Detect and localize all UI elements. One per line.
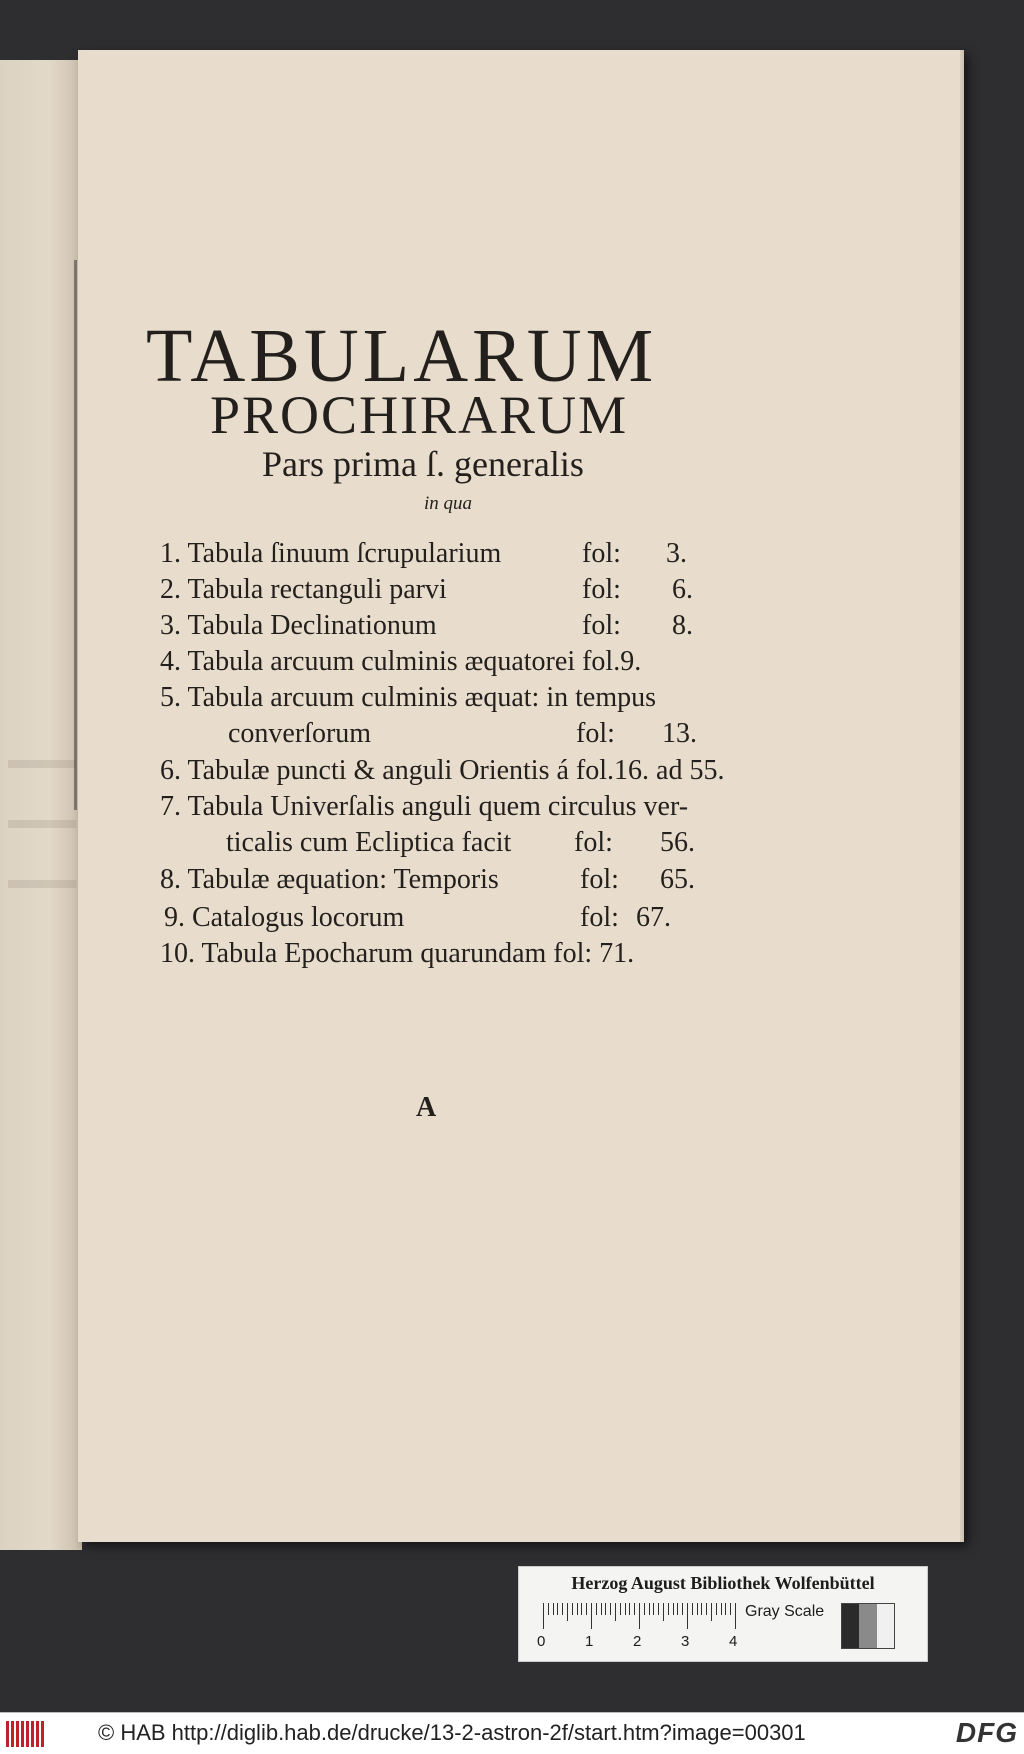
ruler-tick xyxy=(706,1603,707,1615)
toc-entry-3-fol: fol: xyxy=(582,610,621,641)
toc-entry-5-page: 13. xyxy=(662,718,697,749)
ruler-tick xyxy=(577,1603,578,1615)
ruler-tick xyxy=(658,1603,659,1615)
ruler-tick xyxy=(653,1603,654,1615)
toc-entry-3-title: 3. Tabula Declinationum xyxy=(160,610,437,641)
ruler-tick xyxy=(649,1603,650,1615)
ruler-tick xyxy=(562,1603,563,1615)
ruler-tick xyxy=(692,1603,693,1615)
ruler-tick xyxy=(557,1603,558,1615)
ruler-tick xyxy=(701,1603,702,1615)
ruler-tick xyxy=(586,1603,587,1615)
toc-entry-9-fol: fol: xyxy=(580,902,619,933)
toc-entry-1-fol: fol: xyxy=(582,538,621,569)
toc-entry-2-title: 2. Tabula rectanguli parvi xyxy=(160,574,447,605)
toc-entry-10: 10. Tabula Epocharum quarundam fol: 71. xyxy=(160,938,635,969)
toc-entry-2-page: 6. xyxy=(672,574,693,605)
title-line-2: PROCHIRARUM xyxy=(210,385,629,445)
ruler-tick xyxy=(591,1603,592,1629)
toc-entry-8-page: 65. xyxy=(660,864,695,895)
ruler-numbers xyxy=(537,1633,777,1651)
gray-scale-swatch xyxy=(841,1603,895,1649)
gray-scale-label: Gray Scale xyxy=(745,1603,825,1620)
dfg-logo: DFG xyxy=(955,1717,1018,1748)
ruler-tick xyxy=(697,1603,698,1615)
ruler-number: 3 xyxy=(681,1633,690,1650)
ruler-tick xyxy=(620,1603,621,1615)
gray-swatch-dark xyxy=(842,1604,859,1648)
toc-entry-1-title: 1. Tabula ſinuum ſcrupularium xyxy=(160,538,502,569)
ruler-number: 2 xyxy=(633,1633,642,1650)
toc-entry-4: 4. Tabula arcuum culminis æquatorei fol.9. xyxy=(160,646,642,677)
ruler-tick xyxy=(673,1603,674,1615)
ruler-tick xyxy=(581,1603,582,1615)
ruler-tick xyxy=(625,1603,626,1615)
ruler-tick xyxy=(629,1603,630,1615)
ruler-tick xyxy=(567,1603,568,1621)
bleed-through-mark xyxy=(8,820,76,828)
ruler-tick xyxy=(716,1603,717,1615)
ruler-tick xyxy=(553,1603,554,1615)
ruler-tick xyxy=(677,1603,678,1615)
title-line-1: TABULARUM xyxy=(146,314,658,398)
toc-entry-7-fol: fol: xyxy=(574,827,613,858)
ruler-number: 0 xyxy=(537,1633,546,1650)
ruler-tick xyxy=(634,1603,635,1615)
toc-entry-6: 6. Tabulæ puncti & anguli Orientis á fol.16. ad 55. xyxy=(160,755,725,786)
toc-entry-8-title: 8. Tabulæ æquation: Temporis xyxy=(160,864,499,895)
ruler-tick xyxy=(596,1603,597,1615)
previous-page-edge xyxy=(0,60,82,1550)
toc-entry-7-page: 56. xyxy=(660,827,695,858)
bleed-through-mark xyxy=(8,880,76,888)
footer-url[interactable]: © HAB http://diglib.hab.de/drucke/13-2-astron-2f/start.htm?image=00301 xyxy=(98,1720,806,1745)
toc-entry-5-line-2: converſorum xyxy=(228,718,372,749)
color-scale-card xyxy=(518,1566,928,1662)
ruler-tick xyxy=(735,1603,736,1629)
ruler-tick xyxy=(668,1603,669,1615)
toc-entry-7-line-2: ticalis cum Ecliptica facit xyxy=(226,827,512,858)
footer-bar xyxy=(0,1712,1024,1754)
toc-entry-1-page: 3. xyxy=(666,538,687,569)
ruler-tick xyxy=(663,1603,664,1621)
institution-name: Herzog August Bibliothek Wolfenbüttel xyxy=(571,1573,875,1593)
toc-entry-7-line-1: 7. Tabula Univerſalis anguli quem circulus ver- xyxy=(160,791,689,822)
gray-swatch-light xyxy=(877,1604,894,1648)
ruler-tick xyxy=(548,1603,549,1615)
toc-entry-8-fol: fol: xyxy=(580,864,619,895)
in-qua-caption: in qua xyxy=(424,493,473,514)
ruler-tick xyxy=(615,1603,616,1621)
toc-entry-5-line-1: 5. Tabula arcuum culminis æquat: in tempus xyxy=(160,682,657,713)
ruler-tick xyxy=(543,1603,544,1629)
toc-entry-2-fol: fol: xyxy=(582,574,621,605)
gray-swatch-mid xyxy=(859,1604,876,1648)
ruler-tick xyxy=(639,1603,640,1629)
ruler-tick xyxy=(605,1603,606,1615)
subtitle: Pars prima ſ. generalis xyxy=(262,444,584,484)
ruler-number: 4 xyxy=(729,1633,738,1650)
ruler-number: 1 xyxy=(585,1633,594,1650)
ruler-tick xyxy=(721,1603,722,1615)
ruler-tick xyxy=(730,1603,731,1615)
ruler-tick xyxy=(711,1603,712,1621)
toc-entry-5-fol: fol: xyxy=(576,718,615,749)
ruler-tick xyxy=(601,1603,602,1615)
toc-entry-3-page: 8. xyxy=(672,610,693,641)
barcode-icon xyxy=(6,1721,50,1747)
toc-entry-9-page: 67. xyxy=(636,902,671,933)
signature-mark: A xyxy=(416,1092,437,1123)
ruler-tick xyxy=(687,1603,688,1629)
ruler-tick xyxy=(682,1603,683,1615)
ruler-tick xyxy=(572,1603,573,1615)
ruler-tick xyxy=(644,1603,645,1615)
ruler-tick xyxy=(725,1603,726,1615)
toc-entry-9-title: 9. Catalogus locorum xyxy=(164,902,405,933)
bleed-through-mark xyxy=(8,760,76,768)
page-gutter xyxy=(74,260,77,810)
ruler xyxy=(543,1603,753,1629)
ruler-tick xyxy=(610,1603,611,1615)
